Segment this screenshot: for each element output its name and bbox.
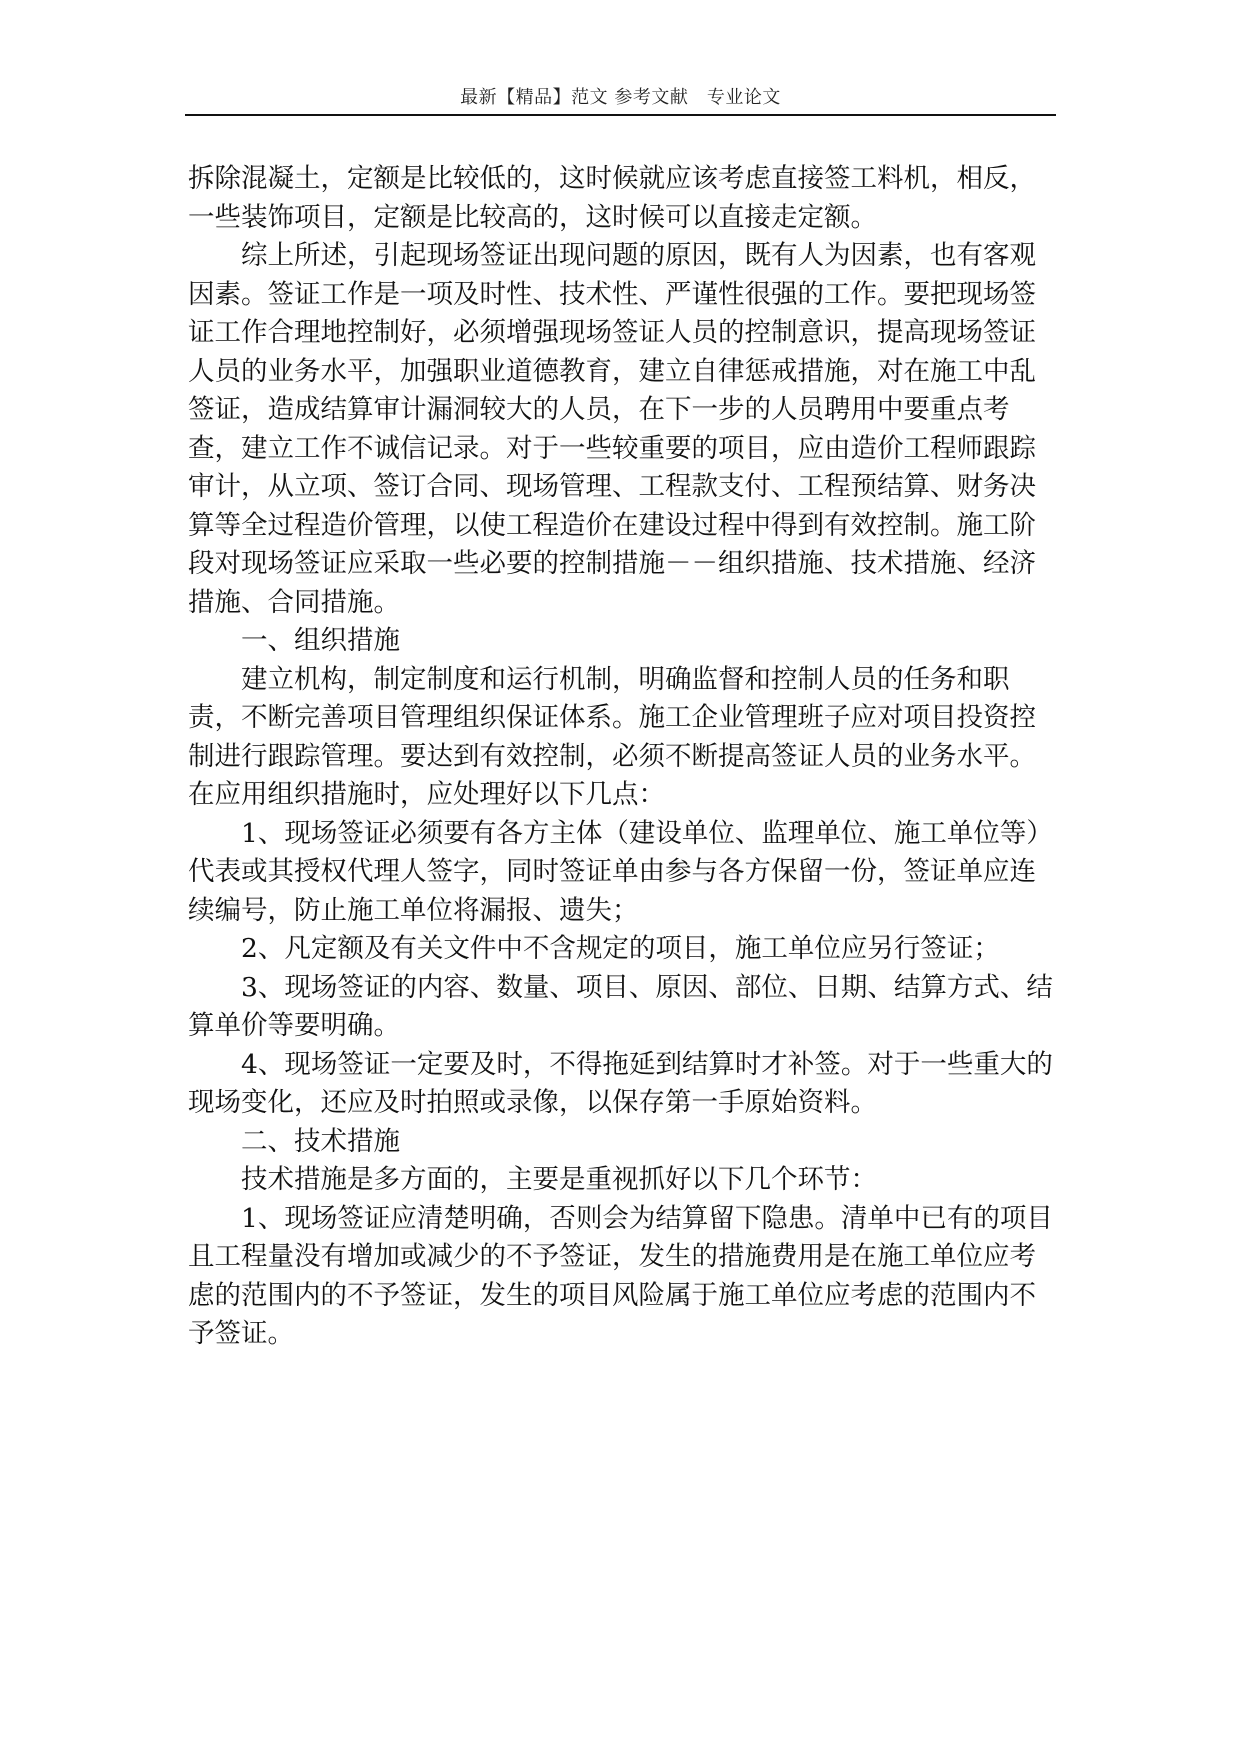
document-body bbox=[188, 160, 1056, 1354]
section-heading: 一、组织措施 bbox=[241, 625, 400, 656]
section-heading: 二、技术措施 bbox=[241, 1125, 400, 1157]
paragraph: 综上所述，引起现场签证出现问题的原因，既有人为因素，也有客观因素。签证工作是一项及时性、技术性、严谨性很强的工作。要把现场签证工作合理地控制好，必须增强现场签证人员的控制意识，提高现场签证人员的业务水平，加强职业道德教育，建立自律惩戒措施，对在施工中乱签证，造成结算审计漏洞较大的人员，在下一步的人员聘用中要重点考查，建立工作不诚信记录。对于一些较重要的项目，应由造价工程师跟踪审计，从立项、签订合同、现场管理、工程款支付、工程预结算、财务决算等全过程造价管理，以使工程造价在建设过程中得到有效控制。施工阶段对现场签证应采取一些必要的控制措施－－组织措施、技术措施、经济措施、合同措施。 bbox=[188, 240, 1036, 618]
paragraph: 拆除混凝土，定额是比较低的，这时候就应该考虑直接签工料机，相反，一些装饰项目，定额是比较高的，这时候可以直接走定额。 bbox=[188, 163, 1036, 233]
list-item: 4、现场签证一定要及时，不得拖延到结算时才补签。对于一些重大的现场变化，还应及时拍照或录像，以保存第一手原始资料。 bbox=[188, 1048, 1053, 1118]
header-rule bbox=[185, 114, 1056, 116]
page-header: 最新【精品】范文 参考文献 专业论文 bbox=[460, 87, 781, 108]
list-item: 1、现场签证应清楚明确，否则会为结算留下隐患。清单中已有的项目且工程量没有增加或减少的不予签证，发生的措施费用是在施工单位应考虑的范围内的不予签证，发生的项目风险属于施工单位应考虑的范围内不予签证。 bbox=[188, 1202, 1053, 1349]
paragraph: 建立机构，制定制度和运行机制，明确监督和控制人员的任务和职责，不断完善项目管理组织保证体系。施工企业管理班子应对项目投资控制进行跟踪管理。要达到有效控制，必须不断提高签证人员的业务水平。在应用组织措施时，应处理好以下几点： bbox=[188, 663, 1036, 810]
list-item: 3、现场签证的内容、数量、项目、原因、部位、日期、结算方式、结算单价等要明确。 bbox=[188, 971, 1053, 1041]
list-item: 2、凡定额及有关文件中不含规定的项目，施工单位应另行签证； bbox=[241, 933, 1000, 964]
paragraph: 技术措施是多方面的，主要是重视抓好以下几个环节： bbox=[241, 1164, 877, 1195]
list-item: 1、现场签证必须要有各方主体（建设单位、监理单位、施工单位等）代表或其授权代理人签字，同时签证单由参与各方保留一份，签证单应连续编号，防止施工单位将漏报、遗失； bbox=[188, 817, 1053, 926]
